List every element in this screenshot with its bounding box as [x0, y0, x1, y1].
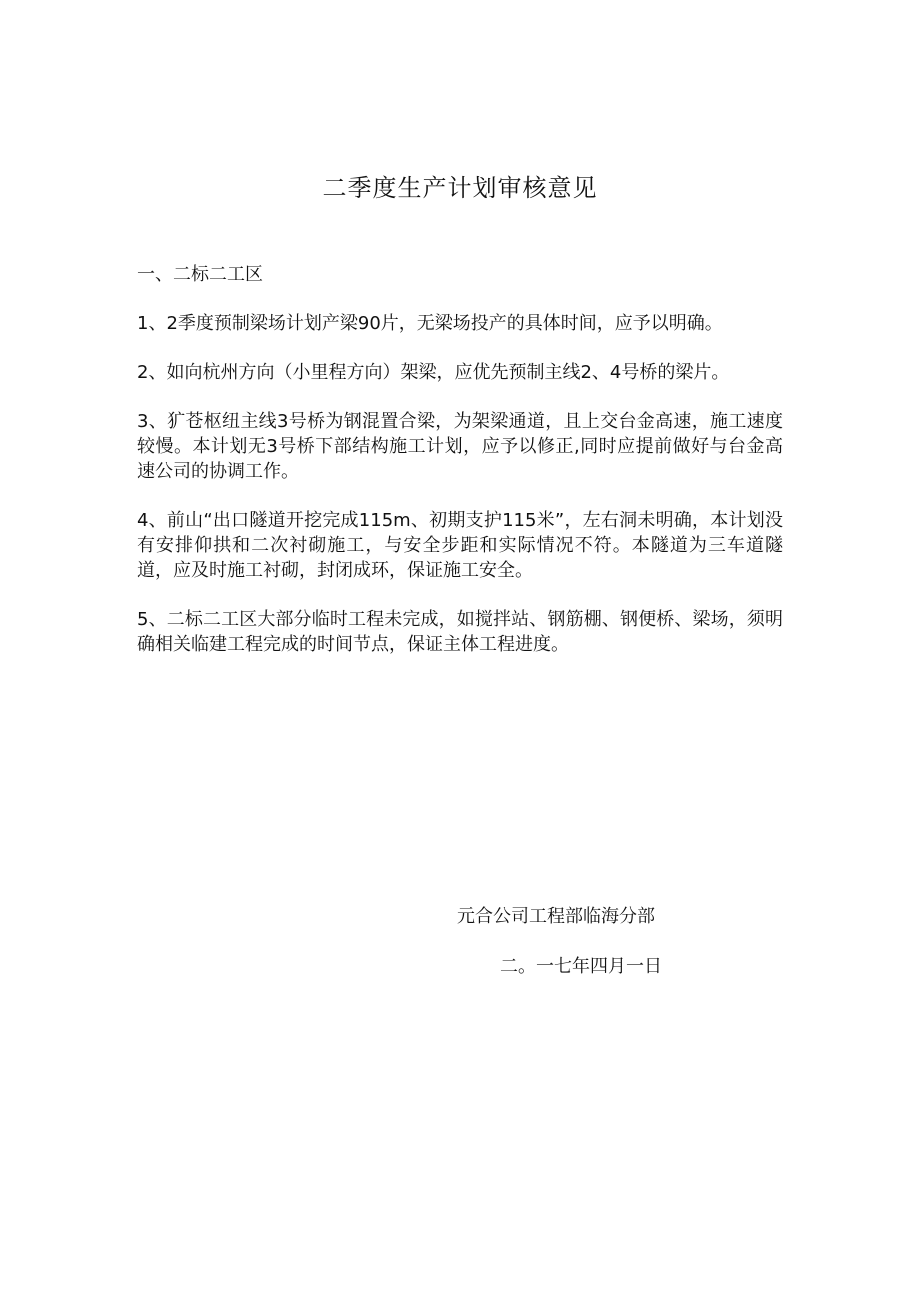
review-item-3: 3、犷苍枢纽主线3号桥为钢混置合梁，为架梁通道，且上交台金高速，施工速度较慢。本计划无3号桥下部结构施工计划，应予以修正,同时应提前做好与台金高速公司的协调工作。 — [137, 411, 783, 482]
signature-block — [457, 904, 757, 979]
document-title: 二季度生产计划审核意见 — [322, 174, 598, 202]
section-heading: 一、二标二工区 — [137, 264, 263, 285]
document-body — [137, 262, 783, 681]
review-item-2: 2、如向杭州方向（小里程方向）架梁，应优先预制主线2、4号桥的梁片。 — [137, 362, 730, 383]
review-item-5: 5、二标二工区大部分临时工程未完成，如搅拌站、钢筋棚、钢便桥、梁场，须明确相关临建工程完成的时间节点，保证主体工程进度。 — [137, 609, 783, 655]
signature-organization: 元合公司工程部临海分部 — [457, 906, 655, 927]
signature-date: 二。一七年四月一日 — [500, 956, 662, 977]
review-item-4: 4、前山“出口隧道开挖完成115m、初期支护115米”，左右洞未明确，本计划没有安排仰拱和二次衬砌施工，与安全步距和实际情况不符。本隧道为三车道隧道，应及时施工衬砌，封闭成环，保证施工安全。 — [137, 510, 783, 581]
review-item-1: 1、2季度预制梁场计划产梁90片，无梁场投产的具体时间，应予以明确。 — [137, 313, 723, 334]
